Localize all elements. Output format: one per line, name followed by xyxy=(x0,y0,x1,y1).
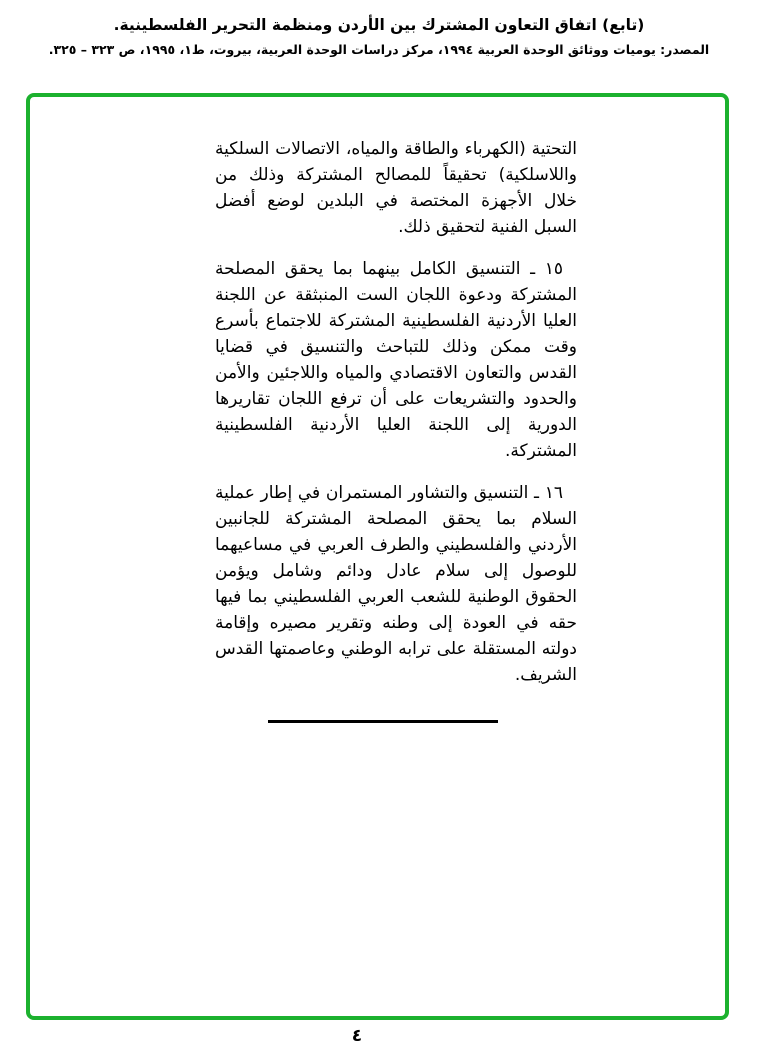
document-title: (تابع) اتفاق التعاون المشترك بين الأردن ومنظمة التحرير الفلسطينية. xyxy=(113,16,645,34)
document-header xyxy=(0,14,758,58)
source-citation: المصدر: يوميات ووثائق الوحدة العربية ١٩٩٤، مركز دراسات الوحدة العربية، بيروت، ط١، ١٩٩٥، ص ٣٢٣ – ٣٢٥. xyxy=(48,42,710,57)
paragraph-item-15: ١٥ ـ التنسيق الكامل بينهما بما يحقق المصلحة المشتركة ودعوة اللجان الست المنبثقة عن اللجنة العليا الأردنية الفلسطينية المشتركة للاجتماع بأسرع وقت ممكن وذلك للتباحث والتنسيق في قضايا القدس والتعاون الاقتصادي والمياه واللاجئين والأمن والحدود والتشريعات على أن ترفع اللجان تقاريرها الدورية إلى اللجنة العليا الأردنية الفلسطينية المشتركة. xyxy=(215,259,577,461)
paragraph-item-16: ١٦ ـ التنسيق والتشاور المستمران في إطار عملية السلام بما يحقق المصلحة المشتركة للجانبين الأردني والفلسطيني والطرف العربي في مساعيهما للوصول إلى سلام عادل ودائم وشامل ويؤمن الحقوق الوطنية للشعب العربي الفلسطيني بما فيها حقه في العودة إلى وطنه وتقرير مصيره وإقامة دولته المستقلة على ترابه الوطني وعاصمتها القدس الشريف. xyxy=(215,483,577,685)
page-number: ٤ xyxy=(351,1026,363,1046)
paragraph-continuation: التحتية (الكهرباء والطاقة والمياه، الاتصالات السلكية واللاسلكية) تحقيقاً للمصالح المشتركة وذلك من خلال الأجهزة المختصة في البلدين لوضع أفضل السبل الفنية لتحقيق ذلك. xyxy=(215,139,577,237)
body-text-column xyxy=(215,136,577,688)
end-of-text-rule xyxy=(268,720,498,723)
